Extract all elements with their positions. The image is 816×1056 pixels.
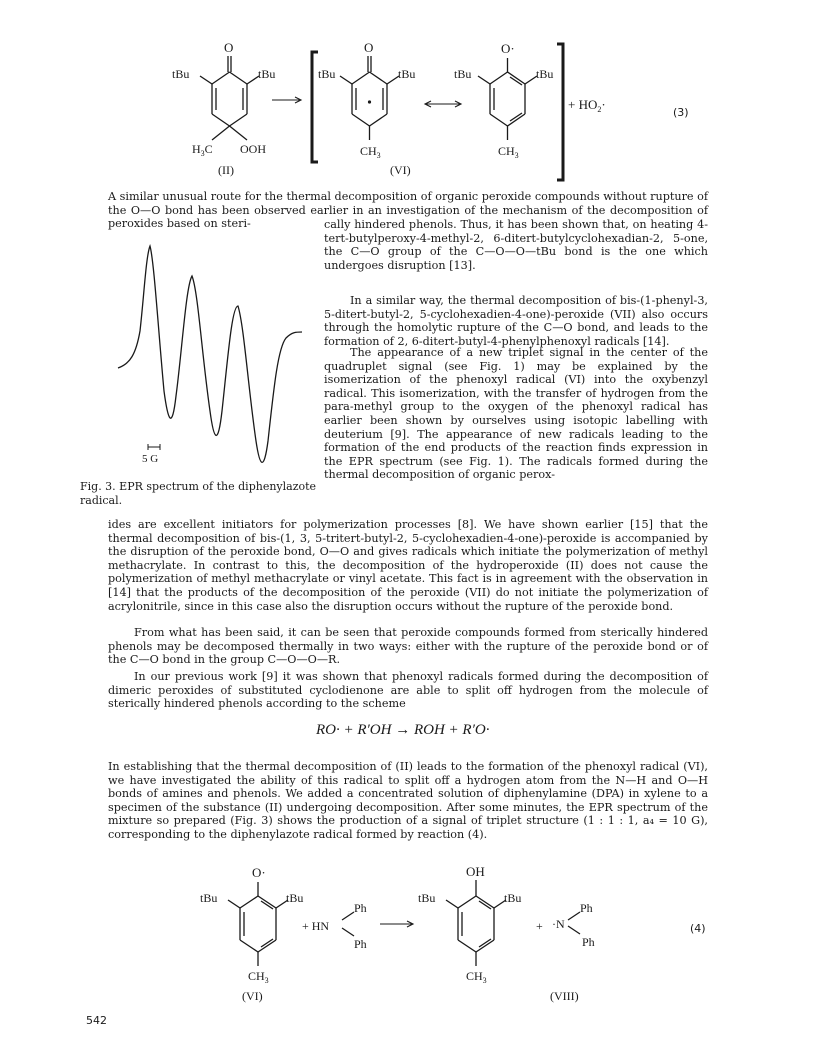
paragraph-1-continued: cally hindered phenols. Thus, it has been shown that, on heating 4-tert-butylperoxy-4-methyl-2, 6-ditert-butylcyclohexadian-2, 5-one, the C—O group of the C—O—O—tBu bond is the one which undergoes disruption [13]. (324, 218, 708, 272)
atom-tbu: tBu (318, 67, 336, 81)
atom-ch3: $CH_3$ (498, 144, 519, 160)
atom-ch3: $CH_3$ (466, 969, 487, 985)
paragraph-3-full: ides are excellent initiators for polymerization processes [8]. We have shown earlier [15] that the thermal decomposition of bis-(1, 3, 5-tritert-butyl-2, 5-cyclohexadien-4-one)-peroxide is accompanied by the disruption of the peroxide bond, O—O and gives radicals which initiate the polymerization of methyl methacrylate. In contrast to this, the decomposition of the hydroperoxide (II) does not cause the polymerization of methyl methacrylate or vinyl acetate. This fact is in agreement with the observation in [14] that the products of the decomposition of the peroxide (VII) do not initiate the polymerization of acrylonitrile, since in this case also the disruption occurs without the rupture of the peroxide bond. (108, 518, 708, 613)
reaction-scheme-3 (160, 38, 720, 183)
molecule-VI-phenoxyl (228, 882, 288, 966)
atom-o: O (224, 40, 234, 55)
scale-label: 5 G (142, 453, 159, 465)
atom-ph: Ph (354, 901, 367, 915)
atom-h3c: $H_3C$ (192, 142, 213, 158)
atom-ooh: OOH (240, 142, 266, 156)
figure-3-epr-spectrum (110, 236, 310, 476)
paragraph-4: From what has been said, it can be seen that peroxide compounds formed from sterically hindered phenols may be decomposed thermally in two ways: either with the rupture of the peroxide bond or of the C—O bond in the group C—O—O—R. (108, 626, 708, 667)
atom-o-radical: O· (252, 865, 266, 880)
atom-tbu: tBu (504, 891, 522, 905)
atom-tbu: tBu (258, 67, 276, 81)
atom-oh: OH (466, 864, 485, 879)
atom-o-radical: O· (501, 41, 515, 56)
paragraph-3-start: The appearance of a new triplet signal in the center of the quadruplet signal (see Fig. 1) may be explained by the isomerization of the phenoxyl radical (VI) into the oxybenzyl radical. This isomerization, with the transfer of hydrogen from the para-methyl group to the oxygen of the phenoxyl radical has earlier been shown by ourselves using isotopic labelling with deuterium [9]. The appearance of new radicals leading to the formation of the end products of the reaction finds expression in the EPR spectrum (see Fig. 1). The radicals formed during the thermal decomposition of organic perox- (324, 346, 708, 482)
page-number: 542 (86, 1014, 107, 1027)
atom-tbu: tBu (536, 67, 554, 81)
atom-ch3: $CH_3$ (248, 969, 269, 985)
label-VI: (VI) (242, 989, 263, 1003)
atom-ph: Ph (354, 937, 367, 951)
atom-tbu: tBu (418, 891, 436, 905)
diphenylazote-radical: ·N (552, 917, 565, 931)
molecule-VI-quinoid (340, 56, 399, 140)
atom-o: O (364, 40, 374, 55)
equation-number-4: (4) (690, 922, 706, 935)
label-VIII: (VIII) (550, 989, 579, 1003)
equation-inline: RO· + R′OH → ROH + R′O· (316, 722, 490, 738)
atom-ph: Ph (582, 935, 595, 949)
atom-tbu: tBu (172, 67, 190, 81)
bracket-right (557, 44, 563, 180)
plus-sign: + (536, 919, 543, 933)
resonance-arrow (425, 101, 461, 107)
figure-3-caption: Fig. 3. EPR spectrum of the diphenylazote radical. (80, 480, 317, 507)
label-II: (II) (218, 163, 234, 177)
paragraph-2: In a similar way, the thermal decomposition of bis-(1-phenyl-3, 5-ditert-butyl-2, 5-cyclohexadien-4-one)-peroxide (VII) also occurs through the homolytic rupture of the C—O bond, and leads to the formation of 2, 6-ditert-butyl-4-phenylphenoxyl radicals [14]. (324, 294, 708, 348)
reagent-diphenylamine: + HN (302, 919, 330, 933)
paragraph-5: In our previous work [9] it was shown that phenoxyl radicals formed during the decomposition of dimeric peroxides of substituted cyclodienone are able to split off hydrogen from the molecule of sterically hindered phenols according to the scheme (108, 670, 708, 711)
reaction-scheme-4 (190, 862, 730, 1012)
paragraph-1-intro: A similar unusual route for the thermal decomposition of organic peroxide compounds without rupture of the O—O bond has been observed earlier in an investigation of the mechanism of the decomposition of peroxides based on steri- (108, 190, 708, 231)
atom-ch3: $CH_3$ (360, 144, 381, 160)
equation-number-3: (3) (673, 106, 689, 119)
atom-tbu: tBu (454, 67, 472, 81)
label-VI: (VI) (390, 163, 411, 177)
atom-ph: Ph (580, 901, 593, 915)
molecule-phenol (446, 880, 506, 966)
atom-tbu: tBu (286, 891, 304, 905)
atom-tbu: tBu (200, 891, 218, 905)
atom-tbu: tBu (398, 67, 416, 81)
paragraph-6: In establishing that the thermal decomposition of (II) leads to the formation of the phenoxyl radical (VI), we have investigated the ability of this radical to split off a hydrogen atom from the N—H and O—H bonds of amines and phenols. We added a concentrated solution of diphenylamine (DPA) in xylene to a specimen of the substance (II) undergoing decomposition. After some minutes, the EPR spectrum of the mixture so prepared (Fig. 3) shows the production of a signal of triplet structure (1 : 1 : 1, a₄ = 10 G), corresponding to the diphenylazote radical formed by reaction (4). (108, 760, 708, 841)
product-ho2: + $HO_2\cdot$ (568, 97, 606, 114)
molecule-II (200, 56, 259, 140)
scale-bar (148, 444, 160, 450)
epr-spectrum-trace (118, 246, 302, 462)
molecule-VI-phenoxyl (478, 58, 537, 140)
